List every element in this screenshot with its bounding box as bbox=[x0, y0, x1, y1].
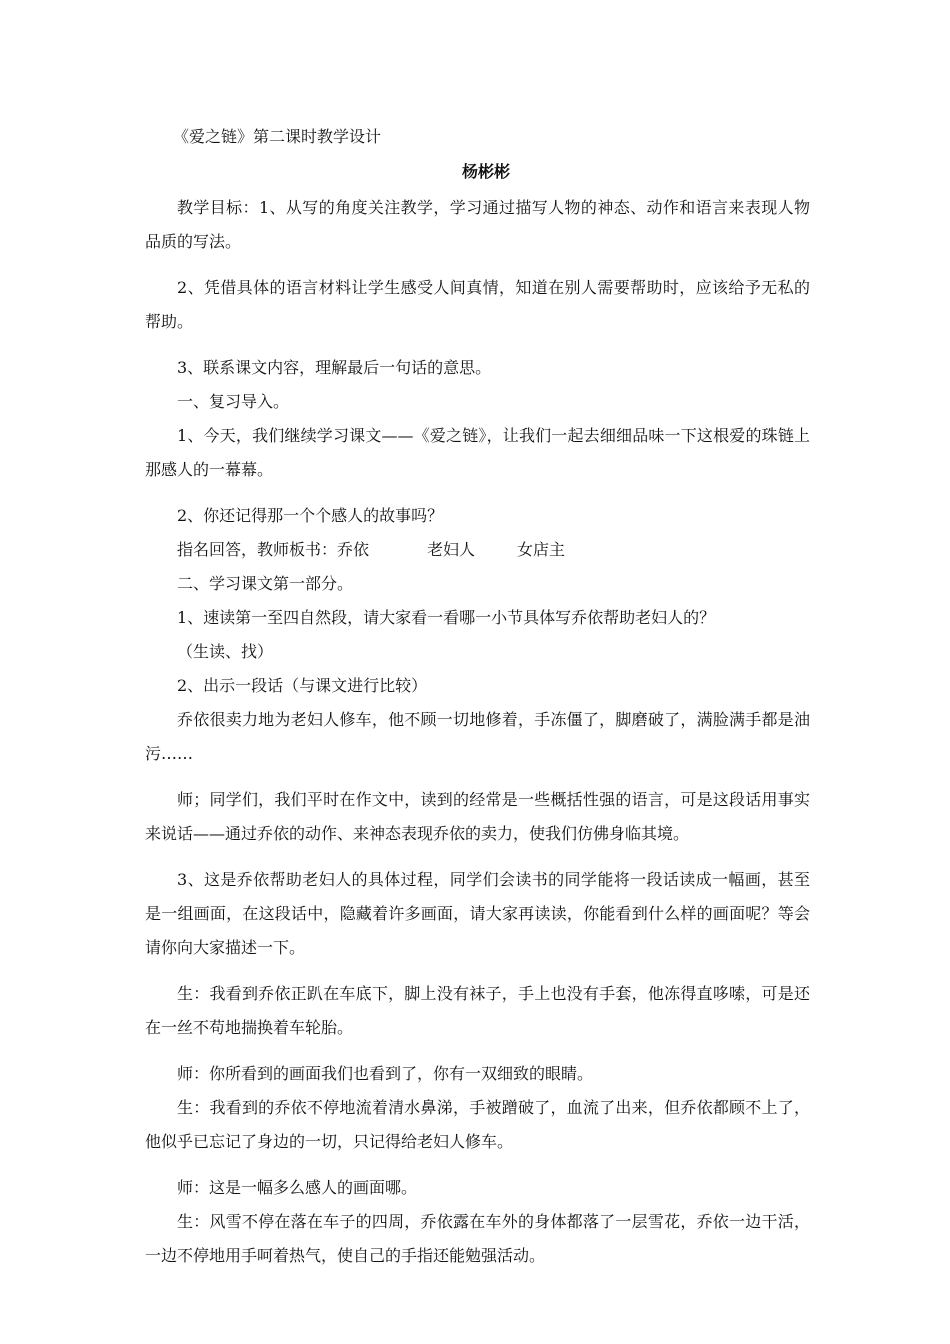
paragraph-objective-1: 教学目标：1、从写的角度关注教学，学习通过描写人物的神态、动作和语言来表现人物品质的写法。 bbox=[145, 198, 810, 251]
blackboard-old-woman: 老妇人 bbox=[427, 540, 476, 559]
paragraph-teacher-2: 师：你所看到的画面我们也看到了，你有一双细致的眼睛。 bbox=[177, 1064, 594, 1083]
paragraph-student-reading: （生读、找） bbox=[177, 642, 274, 661]
blackboard-intro: 指名回答，教师板书：乔依 bbox=[177, 540, 370, 559]
document-title: 《爱之链》第二课时教学设计 bbox=[173, 127, 382, 146]
paragraph-objective-3: 3、联系课文内容，理解最后一句话的意思。 bbox=[177, 358, 492, 377]
document-author: 杨彬彬 bbox=[462, 162, 511, 181]
paragraph-teacher-1: 师；同学们，我们平时在作文中，读到的经常是一些概括性强的语言，可是这段话用事实来说话——通过乔依的动作、来神态表现乔依的卖力，使我们仿佛身临其境。 bbox=[145, 790, 810, 843]
paragraph-objective-2: 2、凭借具体的语言材料让学生感受人间真情，知道在别人需要帮助时，应该给予无私的帮助。 bbox=[145, 278, 810, 331]
section-heading-review: 一、复习导入。 bbox=[177, 392, 290, 411]
paragraph-student-3: 生：风雪不停在落在车子的四周，乔依露在车外的身体都落了一层雪花，乔依一边干活，一边不停地用手呵着热气，使自己的手指还能勉强活动。 bbox=[145, 1212, 810, 1265]
paragraph-part-one-2: 2、出示一段话（与课文进行比较） bbox=[177, 676, 428, 695]
paragraph-part-one-3: 3、这是乔依帮助老妇人的具体过程，同学们会读书的同学能将一段话读成一幅画，甚至是一组画面，在这段话中，隐藏着许多画面，请大家再读读，你能看到什么样的画面呢？等会请你向大家描述一下。 bbox=[145, 870, 810, 957]
paragraph-teacher-3: 师：这是一幅多么感人的画面哪。 bbox=[177, 1178, 418, 1197]
paragraph-part-one-1: 1、速读第一至四自然段，请大家看一看哪一小节具体写乔依帮助老妇人的？ bbox=[177, 608, 716, 627]
paragraph-review-2: 2、你还记得那一个个感人的故事吗？ bbox=[177, 506, 444, 525]
blackboard-shopkeeper: 女店主 bbox=[517, 540, 566, 559]
paragraph-student-1: 生：我看到乔依正趴在车底下，脚上没有袜子，手上也没有手套，他冻得直哆嗦，可是还在一丝不苟地揣换着车轮胎。 bbox=[145, 984, 810, 1037]
paragraph-blackboard bbox=[145, 533, 810, 567]
paragraph-student-2: 生：我看到的乔依不停地流着清水鼻涕，手被蹭破了，血流了出来，但乔依都顾不上了，他似乎已忘记了身边的一切，只记得给老妇人修车。 bbox=[145, 1098, 810, 1151]
paragraph-review-1: 1、今天，我们继续学习课文——《爱之链》，让我们一起去细细品味一下这根爱的珠链上那感人的一幕幕。 bbox=[145, 426, 810, 479]
paragraph-quote: 乔依很卖力地为老妇人修车，他不顾一切地修着，手冻僵了，脚磨破了，满脸满手都是油污…… bbox=[145, 710, 810, 763]
document-body bbox=[145, 191, 810, 1285]
section-heading-part-one: 二、学习课文第一部分。 bbox=[177, 574, 354, 593]
